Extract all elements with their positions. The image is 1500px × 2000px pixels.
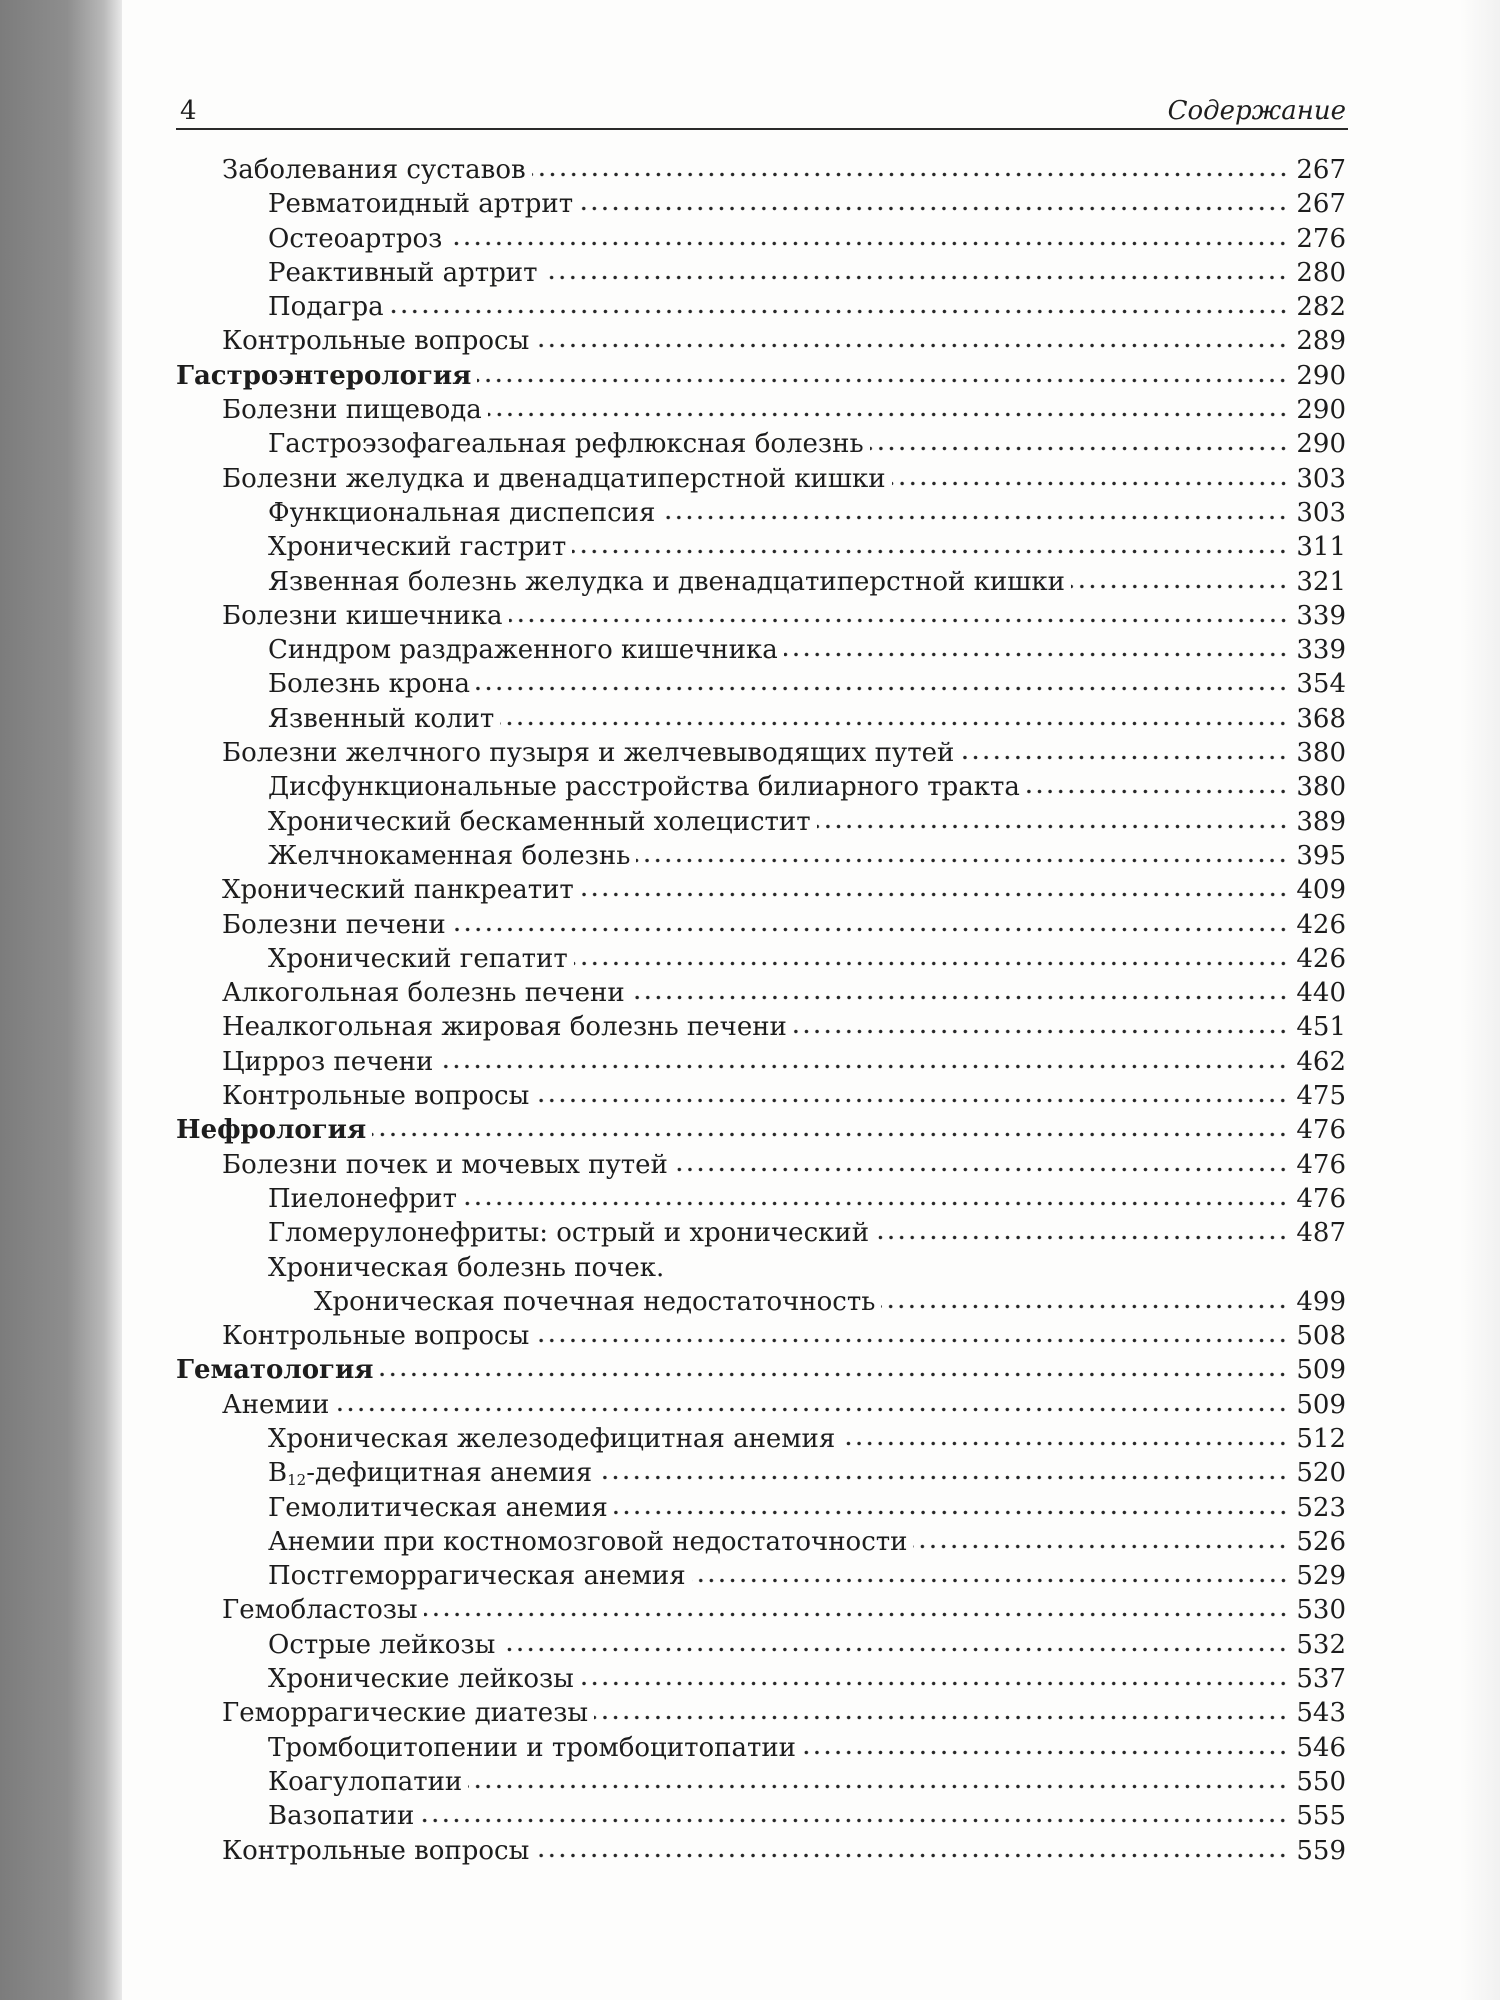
toc-entry-title	[268, 667, 470, 701]
dot-leader	[500, 720, 1288, 727]
toc-entry-title-text: Синдром раздраженного кишечника	[268, 635, 778, 666]
toc-entry-title	[222, 1834, 529, 1868]
toc-entry	[176, 599, 1346, 633]
toc-entry	[176, 1148, 1346, 1182]
toc-entry	[176, 1319, 1346, 1353]
toc-entry	[176, 1251, 1346, 1285]
toc-entry-title-text: Анемии при костномозговой недостаточности	[268, 1526, 908, 1557]
toc-entry	[176, 839, 1346, 873]
toc-entry	[176, 1559, 1346, 1593]
toc-entry	[176, 1182, 1346, 1216]
dot-leader	[875, 1234, 1288, 1241]
toc-entry-title	[268, 1182, 457, 1216]
dot-leader	[598, 1474, 1288, 1481]
toc-entry-title	[268, 1251, 664, 1285]
toc-entry-page-number: 451	[1296, 1012, 1346, 1043]
dot-leader	[439, 1063, 1288, 1070]
toc-entry	[176, 393, 1346, 427]
dot-leader	[535, 1097, 1288, 1104]
dot-leader	[784, 651, 1289, 658]
toc-entry-title-subscript: 12	[287, 1471, 307, 1490]
toc-entry-title-text: Болезни кишечника	[222, 600, 503, 631]
toc-entry	[176, 187, 1346, 221]
toc-entry-page-number: 276	[1296, 223, 1346, 254]
toc-entry-title-text: Болезни пищевода	[222, 395, 482, 426]
header-page-number: 4	[180, 96, 197, 126]
dot-leader	[372, 1131, 1288, 1138]
toc-entry	[176, 667, 1346, 701]
toc-entry-title-text: Гломерулонефриты: острый и хронический	[268, 1218, 870, 1249]
dot-leader	[674, 1166, 1288, 1173]
toc-entry-title	[268, 222, 442, 256]
header-section-title: Содержание	[1167, 96, 1346, 126]
toc-entry-page-number: 499	[1296, 1286, 1346, 1317]
dot-leader	[793, 1028, 1288, 1035]
toc-entry-page-number: 530	[1296, 1595, 1346, 1626]
dot-leader	[488, 411, 1289, 418]
toc-entry-title-text: Болезни почек и мочевых путей	[222, 1149, 668, 1180]
toc-entry-title-text: Тромбоцитопении и тромбоцитопатии	[268, 1732, 796, 1763]
toc-entry-title	[268, 942, 568, 976]
toc-entry-title-text: Пиелонефрит	[268, 1183, 457, 1214]
dot-leader	[817, 823, 1289, 830]
scan-page-edge-right	[1460, 0, 1500, 2000]
toc-entry	[176, 805, 1346, 839]
toc-entry-title	[268, 1765, 462, 1799]
toc-entry-title	[268, 1422, 835, 1456]
toc-entry	[176, 1662, 1346, 1696]
dot-leader	[572, 548, 1288, 555]
toc-entry-page-number: 462	[1296, 1046, 1346, 1077]
toc-entry-page-number: 543	[1296, 1698, 1346, 1729]
toc-entry	[176, 1216, 1346, 1250]
toc-entry-title-text: Функциональная диспепсия	[268, 497, 656, 528]
toc-entry-title-text: Хронический панкреатит	[222, 875, 574, 906]
toc-entry-page-number: 440	[1296, 978, 1346, 1009]
toc-entry-title-text: Контрольные вопросы	[222, 1321, 530, 1352]
toc-entry-page-number: 426	[1296, 943, 1346, 974]
dot-leader	[631, 994, 1289, 1001]
toc-entry-title	[176, 1113, 366, 1147]
toc-entry	[176, 222, 1346, 256]
toc-section-heading	[176, 359, 1346, 393]
dot-leader	[1026, 788, 1288, 795]
toc-entry-page-number: 555	[1296, 1801, 1346, 1832]
toc-entry-page-number: 523	[1296, 1492, 1346, 1523]
toc-entry-page-number: 487	[1296, 1218, 1346, 1249]
dot-leader	[535, 1337, 1288, 1344]
toc-entry	[176, 736, 1346, 770]
toc-entry-title	[222, 393, 482, 427]
table-of-contents	[176, 153, 1346, 1868]
toc-entry-title	[268, 290, 384, 324]
toc-entry	[176, 565, 1346, 599]
toc-entry-title-text: Язвенная болезнь желудка и двенадцатиперстной кишки	[268, 566, 1065, 597]
toc-entry-page-number: 546	[1296, 1732, 1346, 1763]
toc-entry-title	[222, 1045, 433, 1079]
toc-entry-title	[222, 1079, 529, 1113]
toc-section-heading	[176, 1353, 1346, 1387]
toc-entry-title	[176, 1353, 373, 1387]
toc-entry-title-suffix: -дефицитная анемия	[306, 1458, 593, 1489]
toc-entry	[176, 1388, 1346, 1422]
toc-entry-title-text: Болезнь крона	[268, 669, 470, 700]
toc-entry-page-number: 290	[1296, 360, 1346, 391]
toc-entry	[176, 770, 1346, 804]
toc-entry-title-text: Контрольные вопросы	[222, 1081, 530, 1112]
toc-entry-title-text: Гастроэнтерология	[176, 360, 472, 391]
toc-entry	[176, 1593, 1346, 1627]
toc-entry-title	[268, 1216, 869, 1250]
toc-entry-page-number: 475	[1296, 1081, 1346, 1112]
toc-entry-page-number: 476	[1296, 1115, 1346, 1146]
toc-entry-title-text: Дисфункциональные расстройства билиарного тракта	[268, 772, 1020, 803]
toc-entry	[176, 873, 1346, 907]
toc-entry-title-text: Острые лейкозы	[268, 1629, 496, 1660]
toc-entry	[176, 1696, 1346, 1730]
dot-leader	[452, 926, 1289, 933]
toc-entry-title-text: Хронические лейкозы	[268, 1664, 574, 1695]
toc-entry-title	[222, 873, 574, 907]
toc-entry	[176, 1010, 1346, 1044]
dot-leader	[463, 1200, 1288, 1207]
toc-entry-title	[222, 1319, 529, 1353]
dot-leader	[692, 1577, 1289, 1584]
toc-entry-title-text: Анемии	[222, 1389, 330, 1420]
toc-entry	[176, 153, 1346, 187]
toc-entry-page-number: 476	[1296, 1149, 1346, 1180]
toc-entry-title-text: Контрольные вопросы	[222, 1835, 530, 1866]
toc-entry	[176, 1731, 1346, 1765]
toc-entry	[176, 290, 1346, 324]
toc-entry-title	[222, 153, 526, 187]
dot-leader	[535, 1852, 1288, 1859]
toc-entry-title	[268, 1456, 592, 1490]
toc-entry-page-number: 282	[1296, 292, 1346, 323]
page-header	[176, 94, 1348, 130]
toc-entry-title-text: Коагулопатии	[268, 1766, 463, 1797]
toc-entry-title	[268, 770, 1020, 804]
dot-leader	[509, 617, 1289, 624]
toc-entry-page-number: 520	[1296, 1458, 1346, 1489]
dot-leader	[477, 377, 1288, 384]
toc-entry-page-number: 537	[1296, 1664, 1346, 1695]
dot-leader	[468, 1783, 1288, 1790]
toc-entry	[176, 1422, 1346, 1456]
toc-entry	[176, 427, 1346, 461]
toc-entry-page-number: 526	[1296, 1526, 1346, 1557]
toc-entry	[176, 702, 1346, 736]
toc-entry-title	[268, 565, 1065, 599]
toc-entry-page-number: 509	[1296, 1389, 1346, 1420]
toc-entry-page-number: 476	[1296, 1183, 1346, 1214]
dot-leader	[1071, 583, 1288, 590]
toc-entry-page-number: 409	[1296, 875, 1346, 906]
toc-entry-title	[268, 1559, 686, 1593]
toc-entry-page-number: 550	[1296, 1766, 1346, 1797]
dot-leader	[390, 308, 1289, 315]
toc-entry-page-number: 267	[1296, 155, 1346, 185]
toc-entry	[176, 1628, 1346, 1662]
toc-entry-page-number: 380	[1296, 772, 1346, 803]
toc-entry-title-text: Болезни желчного пузыря и желчевыводящих путей	[222, 738, 955, 769]
toc-entry-page-number: 290	[1296, 395, 1346, 426]
toc-entry-title-text: Ревматоидный артрит	[268, 189, 574, 220]
dot-leader	[636, 857, 1288, 864]
toc-entry-title-text: Хронический гастрит	[268, 532, 567, 563]
toc-entry-title-text: Нефрология	[176, 1115, 367, 1146]
toc-entry-title	[268, 427, 864, 461]
toc-entry	[176, 1491, 1346, 1525]
toc-entry-title	[222, 1593, 418, 1627]
dot-leader	[420, 1817, 1288, 1824]
toc-entry-title-text: Хроническая болезнь почек.	[268, 1252, 665, 1283]
dot-leader	[335, 1406, 1288, 1413]
toc-entry-title	[268, 530, 566, 564]
toc-entry	[176, 908, 1346, 942]
toc-entry	[176, 496, 1346, 530]
dot-leader	[543, 274, 1288, 281]
toc-entry-title-text: Остеоартроз	[268, 223, 443, 254]
toc-entry-page-number: 395	[1296, 840, 1346, 871]
toc-entry	[176, 1834, 1346, 1868]
toc-entry-page-number: 559	[1296, 1835, 1346, 1866]
dot-leader	[424, 1611, 1289, 1618]
toc-entry-title-text: Гастроэзофагеальная рефлюксная болезнь	[268, 429, 864, 460]
toc-entry-title-text: Болезни желудка и двенадцатиперстной кишки	[222, 463, 886, 494]
toc-entry-title	[222, 1148, 668, 1182]
toc-entry-title	[268, 1491, 608, 1525]
toc-entry-page-number: 303	[1296, 497, 1346, 528]
dot-leader	[870, 445, 1289, 452]
dot-leader	[594, 1714, 1288, 1721]
toc-entry-title	[268, 1662, 574, 1696]
toc-entry-page-number: 508	[1296, 1321, 1346, 1352]
toc-entry-title-text: Алкогольная болезнь печени	[222, 978, 625, 1009]
toc-entry	[176, 1765, 1346, 1799]
toc-entry-page-number: 509	[1296, 1355, 1346, 1386]
toc-entry-title	[268, 496, 655, 530]
dot-leader	[913, 1543, 1288, 1550]
toc-entry-title-text: Желчнокаменная болезнь	[268, 840, 631, 871]
toc-entry-page-number: 290	[1296, 429, 1346, 460]
toc-entry-title	[222, 976, 625, 1010]
toc-entry-title-text: Постгеморрагическая анемия	[268, 1561, 686, 1592]
dot-leader	[448, 240, 1288, 247]
toc-entry-page-number: 303	[1296, 463, 1346, 494]
toc-entry-title	[222, 1696, 588, 1730]
toc-section-heading	[176, 1113, 1346, 1147]
toc-entry-title-text: Болезни печени	[222, 909, 446, 940]
toc-entry-title	[268, 187, 573, 221]
toc-entry-page-number: 289	[1296, 326, 1346, 357]
toc-entry-title-text: Хронический бескаменный холецистит	[268, 806, 811, 837]
dot-leader	[614, 1509, 1289, 1516]
toc-entry-page-number: 380	[1296, 738, 1346, 769]
toc-entry-title	[176, 359, 471, 393]
toc-entry-title	[314, 1285, 875, 1319]
dot-leader	[580, 891, 1289, 898]
toc-entry-title	[222, 736, 954, 770]
toc-entry-title-text: Геморрагические диатезы	[222, 1698, 589, 1729]
toc-entry-title	[222, 599, 503, 633]
toc-entry-page-number: 354	[1296, 669, 1346, 700]
toc-entry	[176, 530, 1346, 564]
toc-entry	[176, 942, 1346, 976]
toc-entry-title	[268, 839, 630, 873]
toc-entry-title	[222, 908, 446, 942]
toc-entry	[176, 462, 1346, 496]
dot-leader	[960, 754, 1288, 761]
dot-leader	[532, 171, 1289, 178]
toc-entry	[176, 324, 1346, 358]
toc-entry-title	[222, 1388, 329, 1422]
dot-leader	[379, 1371, 1288, 1378]
dot-leader	[802, 1749, 1288, 1756]
toc-entry-title-text: Реактивный артрит	[268, 257, 538, 288]
toc-entry-title	[268, 1731, 796, 1765]
toc-entry	[176, 1285, 1346, 1319]
toc-entry-page-number: 339	[1296, 600, 1346, 631]
toc-entry-title	[268, 702, 494, 736]
dot-leader	[579, 205, 1288, 212]
toc-entry-title	[268, 1525, 907, 1559]
dot-leader	[881, 1303, 1288, 1310]
toc-entry-page-number: 267	[1296, 189, 1346, 220]
toc-entry	[176, 1525, 1346, 1559]
toc-entry	[176, 1045, 1346, 1079]
dot-leader	[841, 1440, 1288, 1447]
toc-entry-title-text: Гемолитическая анемия	[268, 1492, 608, 1523]
toc-entry-page-number: 426	[1296, 909, 1346, 940]
toc-entry-page-number: 280	[1296, 257, 1346, 288]
dot-leader	[535, 342, 1288, 349]
dot-leader	[661, 514, 1288, 521]
toc-entry	[176, 633, 1346, 667]
toc-entry-title-text: Гематология	[176, 1355, 374, 1386]
toc-entry-title-text: Вазопатии	[268, 1801, 415, 1832]
toc-entry-title-text: Неалкогольная жировая болезнь печени	[222, 1012, 787, 1043]
toc-entry-page-number: 389	[1296, 806, 1346, 837]
toc-entry-title	[222, 1010, 787, 1044]
toc-entry-title-text: Подагра	[268, 292, 384, 323]
dot-leader	[574, 960, 1289, 967]
toc-entry-title-text: Хроническая железодефицитная анемия	[268, 1423, 836, 1454]
toc-entry-page-number: 311	[1296, 532, 1346, 563]
dot-leader	[892, 480, 1289, 487]
toc-entry-page-number: 368	[1296, 703, 1346, 734]
toc-entry-title	[268, 1799, 414, 1833]
dot-leader	[501, 1646, 1288, 1653]
toc-entry-title-text: Хроническая почечная недостаточность	[314, 1286, 876, 1317]
toc-entry-page-number: 529	[1296, 1561, 1346, 1592]
toc-entry-title-text: Контрольные вопросы	[222, 326, 530, 357]
toc-entry-title-text: Язвенный колит	[268, 703, 495, 734]
toc-entry-title-text: В	[268, 1458, 288, 1489]
toc-entry-page-number: 512	[1296, 1423, 1346, 1454]
toc-entry	[176, 1456, 1346, 1490]
toc-entry-page-number: 532	[1296, 1629, 1346, 1660]
toc-entry-title	[268, 633, 778, 667]
dot-leader	[580, 1680, 1289, 1687]
toc-entry-title-text: Заболевания суставов	[222, 155, 526, 185]
toc-entry-page-number: 321	[1296, 566, 1346, 597]
toc-entry-page-number: 339	[1296, 635, 1346, 666]
toc-entry-title-text: Гемобластозы	[222, 1595, 418, 1626]
toc-entry-title	[268, 1628, 495, 1662]
toc-entry	[176, 256, 1346, 290]
toc-entry	[176, 1079, 1346, 1113]
toc-entry	[176, 976, 1346, 1010]
toc-entry-title-text: Хронический гепатит	[268, 943, 568, 974]
toc-entry-title-text: Цирроз печени	[222, 1046, 434, 1077]
scan-page-edge	[0, 0, 122, 2000]
toc-entry-title	[222, 462, 886, 496]
toc-entry	[176, 1799, 1346, 1833]
toc-entry-title	[268, 805, 811, 839]
toc-entry-title	[268, 256, 537, 290]
toc-entry-title	[222, 324, 529, 358]
dot-leader	[476, 685, 1288, 692]
